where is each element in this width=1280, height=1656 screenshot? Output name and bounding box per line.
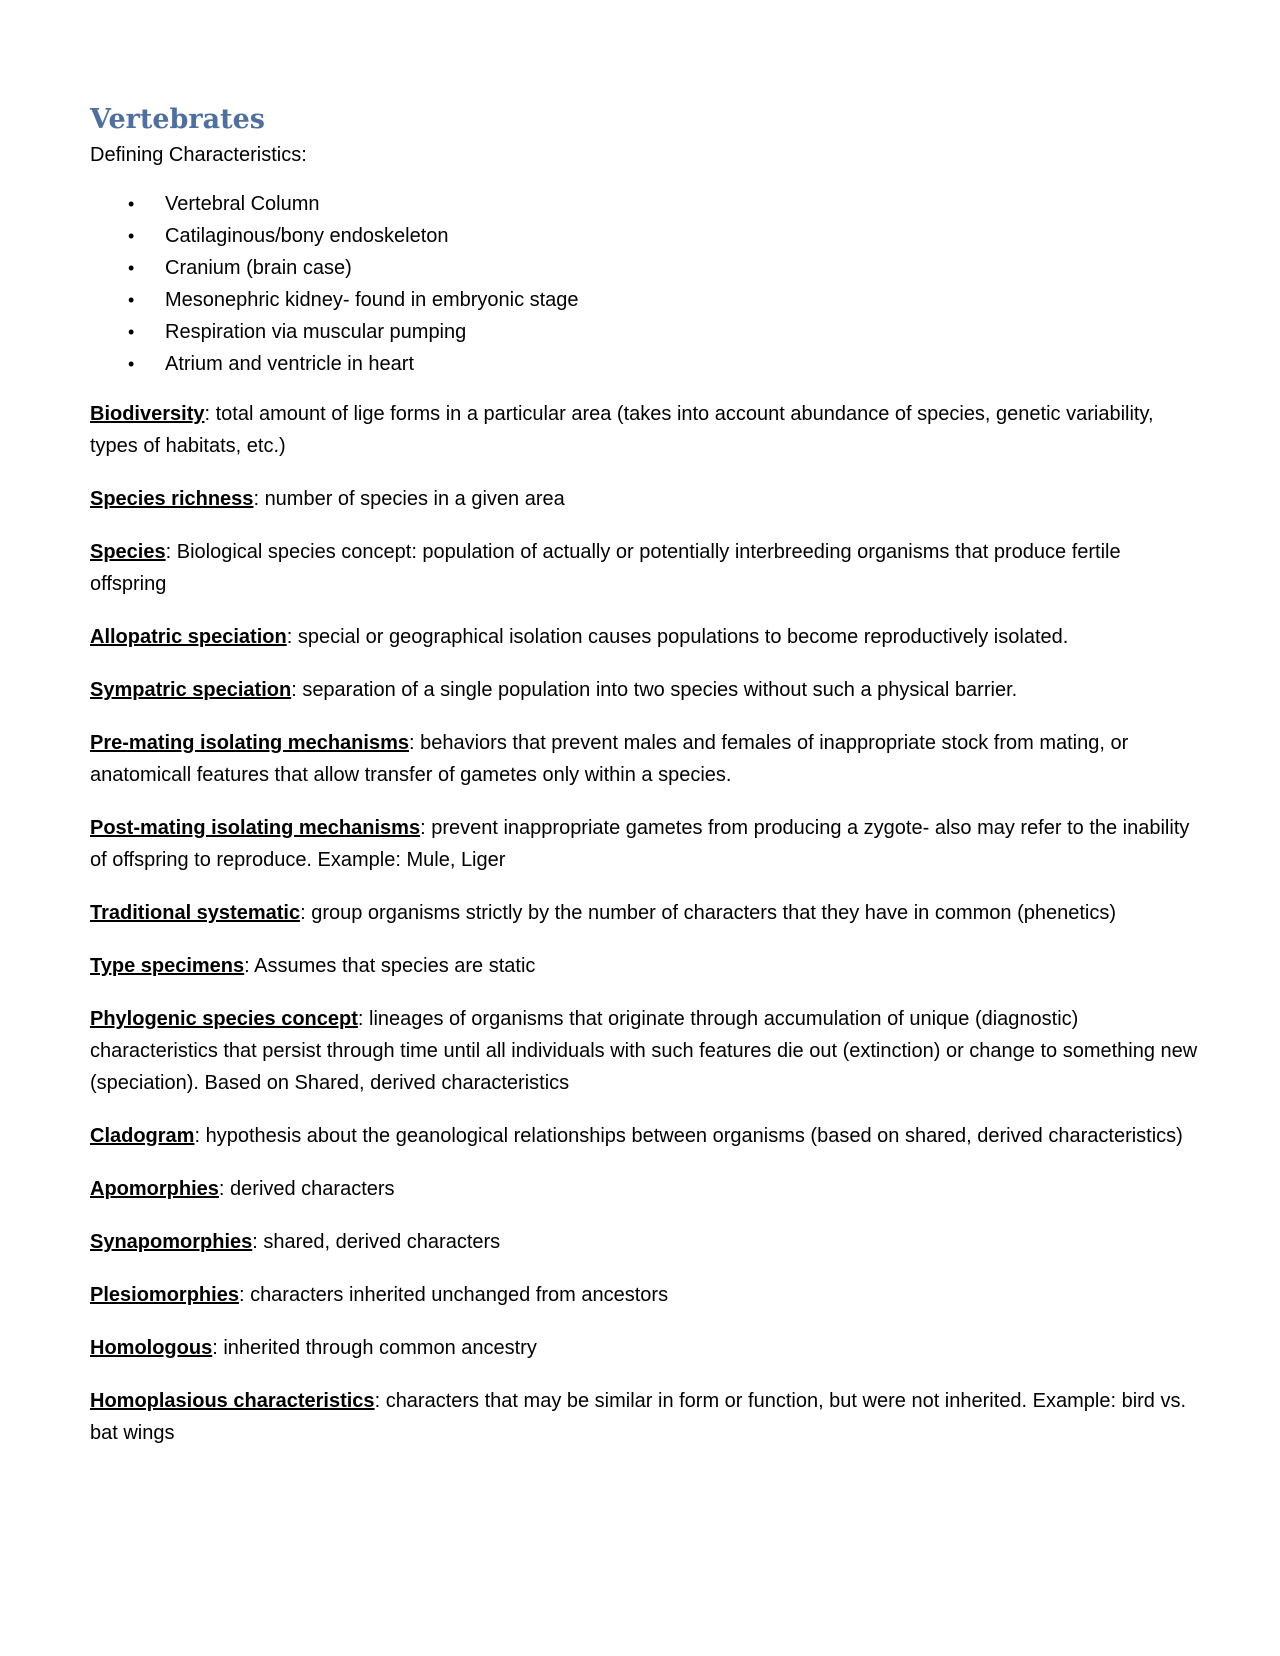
definition-text: prevent inappropriate gametes from producing a zygote- also may refer to the inability of offspring to reproduce. Example: Mule, Liger bbox=[90, 817, 1190, 871]
definition-separator: : bbox=[238, 1284, 251, 1306]
list-item bbox=[90, 252, 1200, 284]
list-item-text: Atrium and ventricle in heart bbox=[165, 353, 415, 375]
definition-text: behaviors that prevent males and females of inappropriate stock from mating, or anatomicall features that allow transfer of gametes only within a species. bbox=[90, 732, 1129, 786]
definition-term: Biodiversity bbox=[90, 403, 205, 425]
definition-term: Homologous bbox=[90, 1337, 213, 1359]
definition-term: Phylogenic species concept bbox=[90, 1008, 358, 1030]
definition-term: Type specimens bbox=[90, 955, 245, 977]
definition-term: Species richness bbox=[90, 488, 254, 510]
definition-plesiomorphies bbox=[90, 1279, 1200, 1311]
definition-text: inherited through common ancestry bbox=[223, 1337, 537, 1359]
definition-text: Assumes that species are static bbox=[254, 955, 536, 977]
definition-cladogram bbox=[90, 1120, 1200, 1152]
definition-text: lineages of organisms that originate through accumulation of unique (diagnostic) characteristics that persist through time until all individuals with such features die out (extinction) or change to something new (speciation). Based on Shared, derived characteristics bbox=[90, 1008, 1198, 1094]
list-item bbox=[90, 220, 1200, 252]
definition-separator: : bbox=[300, 902, 312, 924]
list-item bbox=[90, 348, 1200, 380]
definition-term: Species bbox=[90, 541, 166, 563]
list-item-text: Cranium (brain case) bbox=[165, 257, 352, 279]
definition-term: Allopatric speciation bbox=[90, 626, 287, 648]
definition-species bbox=[90, 536, 1200, 600]
definition-homologous bbox=[90, 1332, 1200, 1364]
definition-term: Homoplasious characteristics bbox=[90, 1390, 375, 1412]
list-item bbox=[90, 284, 1200, 316]
list-item bbox=[90, 316, 1200, 348]
bullet-icon: • bbox=[128, 226, 135, 246]
definition-separator: : bbox=[408, 732, 421, 754]
definition-separator: : bbox=[244, 955, 255, 977]
bullet-icon: • bbox=[128, 322, 135, 342]
definition-post-mating-isolating-mechanisms bbox=[90, 812, 1200, 876]
definition-term: Synapomorphies bbox=[90, 1231, 253, 1253]
definition-sympatric-speciation bbox=[90, 674, 1200, 706]
bullet-icon: • bbox=[128, 258, 135, 278]
definition-separator: : bbox=[252, 1231, 264, 1253]
definition-text: derived characters bbox=[230, 1178, 395, 1200]
definition-separator: : bbox=[374, 1390, 386, 1412]
definition-text: hypothesis about the geanological relationships between organisms (based on shared, derived characteristics) bbox=[205, 1125, 1183, 1147]
definition-separator: : bbox=[212, 1337, 224, 1359]
page-title: Vertebrates bbox=[90, 104, 265, 135]
section-subtitle: Defining Characteristics: bbox=[90, 144, 307, 166]
definition-text: group organisms strictly by the number of characters that they have in common (phenetics) bbox=[311, 902, 1117, 924]
definition-separator: : bbox=[194, 1125, 206, 1147]
characteristics-list bbox=[90, 188, 1200, 380]
bullet-icon: • bbox=[128, 194, 135, 214]
definition-separator: : bbox=[165, 541, 177, 563]
definition-separator: : bbox=[420, 817, 432, 839]
definition-text: special or geographical isolation causes populations to become reproductively isolated. bbox=[297, 626, 1069, 648]
definition-text: separation of a single population into two species without such a physical barrier. bbox=[302, 679, 1018, 701]
list-item-text: Respiration via muscular pumping bbox=[165, 321, 467, 343]
definition-apomorphies bbox=[90, 1173, 1200, 1205]
definition-traditional-systematic bbox=[90, 897, 1200, 929]
definition-allopatric-speciation bbox=[90, 621, 1200, 653]
definition-separator: : bbox=[218, 1178, 231, 1200]
definition-separator: : bbox=[204, 403, 216, 425]
definition-term: Plesiomorphies bbox=[90, 1284, 239, 1306]
definition-separator: : bbox=[286, 626, 298, 648]
definition-text: shared, derived characters bbox=[263, 1231, 501, 1253]
definition-synapomorphies bbox=[90, 1226, 1200, 1258]
definition-term: Traditional systematic bbox=[90, 902, 301, 924]
definition-text: total amount of lige forms in a particular area (takes into account abundance of species, genetic variability, types of habitats, etc.) bbox=[90, 403, 1154, 457]
definition-term: Sympatric speciation bbox=[90, 679, 292, 701]
bullet-icon: • bbox=[128, 354, 135, 374]
definition-text: number of species in a given area bbox=[264, 488, 565, 510]
bullet-icon: • bbox=[128, 290, 135, 310]
document-page bbox=[90, 100, 1200, 1470]
definition-homoplasious-characteristics bbox=[90, 1385, 1200, 1449]
definition-term: Apomorphies bbox=[90, 1178, 219, 1200]
definition-phylogenic-species-concept bbox=[90, 1003, 1200, 1099]
definition-separator: : bbox=[291, 679, 303, 701]
definition-pre-mating-isolating-mechanisms bbox=[90, 727, 1200, 791]
definition-term: Post-mating isolating mechanisms bbox=[90, 817, 421, 839]
list-item bbox=[90, 188, 1200, 220]
definition-species-richness bbox=[90, 483, 1200, 515]
definition-text: characters that may be similar in form or function, but were not inherited. Example: bird vs. bat wings bbox=[90, 1390, 1187, 1444]
definition-separator: : bbox=[253, 488, 265, 510]
definition-text: Biological species concept: population of actually or potentially interbreeding organisms that produce fertile offspring bbox=[90, 541, 1121, 595]
list-item-text: Catilaginous/bony endoskeleton bbox=[165, 225, 449, 247]
definition-biodiversity bbox=[90, 398, 1200, 462]
definition-term: Pre-mating isolating mechanisms bbox=[90, 732, 409, 754]
definition-term: Cladogram bbox=[90, 1125, 195, 1147]
definition-separator: : bbox=[357, 1008, 369, 1030]
definition-type-specimens bbox=[90, 950, 1200, 982]
list-item-text: Mesonephric kidney- found in embryonic stage bbox=[165, 289, 579, 311]
definition-text: characters inherited unchanged from ancestors bbox=[250, 1284, 669, 1306]
list-item-text: Vertebral Column bbox=[165, 193, 320, 215]
